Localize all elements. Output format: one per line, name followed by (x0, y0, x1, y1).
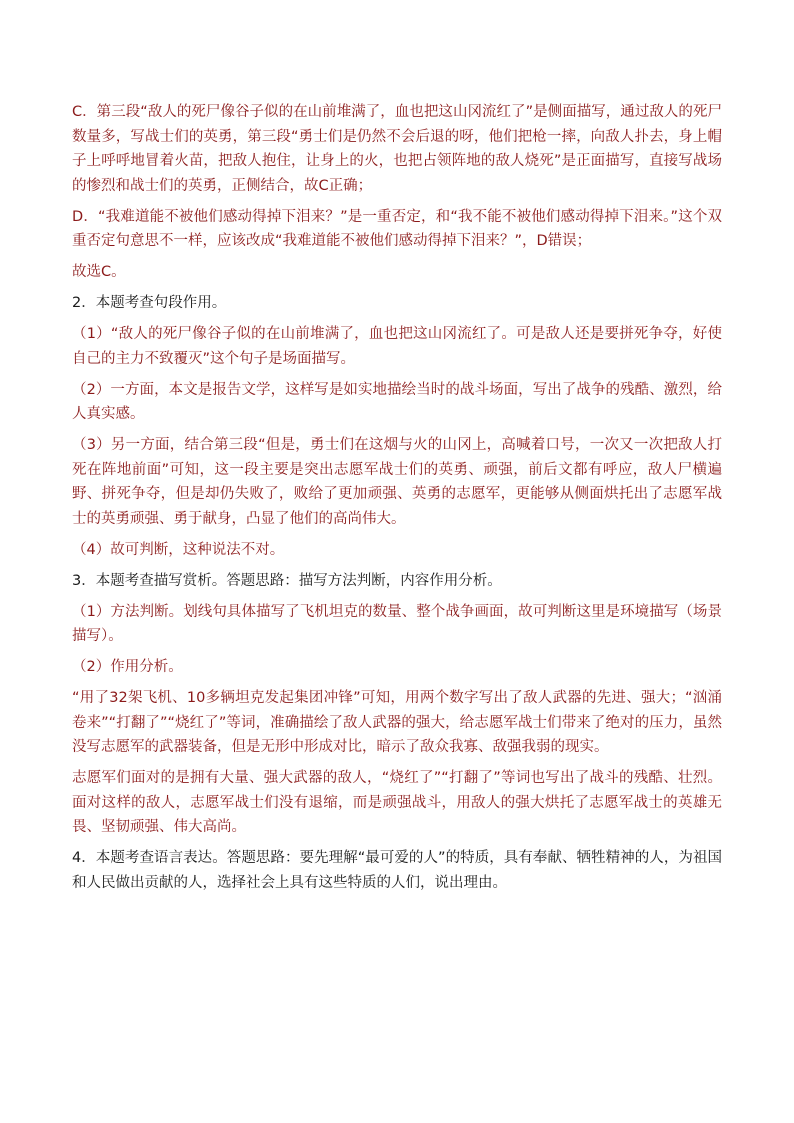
question-4-heading: 4．本题考查语言表达。答题思路：要先理解“最可爱的人”的特质，具有奉献、牺牲精神的人，为祖国和人民做出贡献的人，选择社会上具有这些特质的人们，说出理由。 (72, 850, 722, 891)
question-2-heading: 2．本题考查句段作用。 (72, 295, 227, 311)
answer-document (72, 100, 722, 902)
question-2-point-2: （2）一方面，本文是报告文学，这样写是如实地描绘当时的战斗场面，写出了战争的残酷、激烈，给人真实感。 (72, 381, 722, 422)
question-2-point-3: （3）另一方面，结合第三段“但是，勇士们在这烟与火的山冈上，高喊着口号，一次又一次把敌人打死在阵地前面”可知，这一段主要是突出志愿军战士们的英勇、顽强，前后文都有呼应，敌人尸横遍野、拼死争夺，但是却仍失败了，败给了更加顽强、英勇的志愿军，更能够从侧面烘托出了志愿军战士的英勇顽强、勇于献身，凸显了他们的高尚伟大。 (72, 437, 722, 527)
question-3-analysis-1: “用了32架飞机、10多辆坦克发起集团冲锋”可知，用两个数字写出了敌人武器的先进、强大；“汹涌卷来”“打翻了”“烧红了”等词，准确描绘了敌人武器的强大，给志愿军战士们带来了绝对的压力，虽然没写志愿军的武器装备，但是无形中形成对比，暗示了敌众我寡、敌强我弱的现实。 (72, 690, 722, 755)
question-2-point-1: （1）“敌人的死尸像谷子似的在山前堆满了，血也把这山冈流红了。可是敌人还是要拼死争夺，好使自己的主力不致覆灭”这个句子是场面描写。 (72, 326, 722, 367)
question-2-point-4: （4）故可判断，这种说法不对。 (72, 541, 285, 558)
question-3-point-2: （2）作用分析。 (72, 659, 183, 675)
option-c-explanation: C．第三段“敌人的死尸像谷子似的在山前堆满了，血也把这山冈流红了”是侧面描写，通过敌人的死尸数量多，写战士们的英勇，第三段“勇士们是仍然不会后退的呀，他们把枪一摔，向敌人扑去，身上帽子上呼呼地冒着火苗，把敌人抱住，让身上的火，也把占领阵地的敌人烧死”是正面描写，直接写战场的惨烈和战士们的英勇，正侧结合，故C正确； (72, 104, 722, 194)
option-d-explanation: D．“我难道能不被他们感动得掉下泪来？”是一重否定，和“我不能不被他们感动得掉下泪来。”这个双重否定句意思不一样，应该改成“我难道能不被他们感动得掉下泪来？”，D错误； (72, 208, 722, 249)
question-3-point-1: （1）方法判断。划线句具体描写了飞机坦克的数量、整个战争画面，故可判断这里是环境描写（场景描写）。 (72, 603, 722, 644)
question-3-heading: 3．本题考查描写赏析。答题思路：描写方法判断，内容作用分析。 (72, 572, 502, 589)
answer-choice: 故选C。 (72, 264, 126, 280)
question-3-analysis-2: 志愿军们面对的是拥有大量、强大武器的敌人，“烧红了”“打翻了”等词也写出了战斗的残酷、壮烈。面对这样的敌人，志愿军战士们没有退缩，而是顽强战斗，用敌人的强大烘托了志愿军战士的英雄无畏、坚韧顽强、伟大高尚。 (72, 770, 722, 835)
